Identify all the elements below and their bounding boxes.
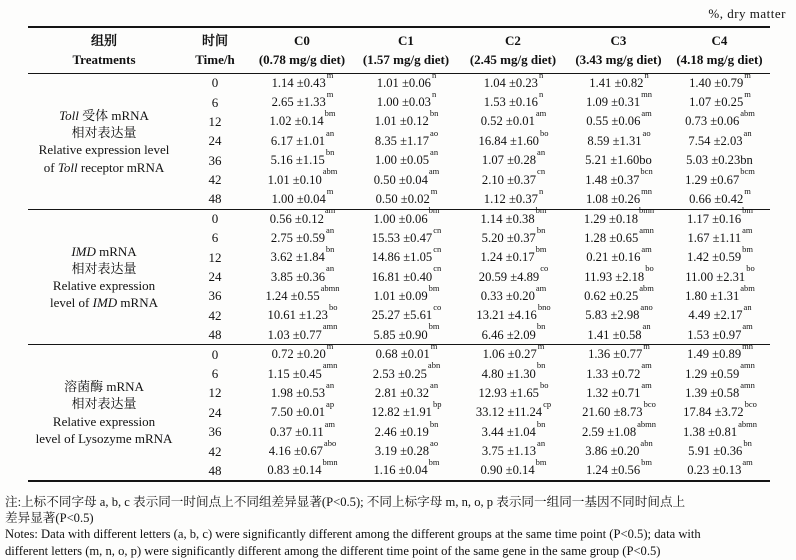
footnote-en-1: Notes: Data with different letters (a, b, c) were significantly different among the different groups at the same time point (P<0.5); data with <box>5 527 701 542</box>
value-cell: $17.84 \pm 3.72^{bco}$ <box>683 399 757 420</box>
value-cell: $1.33 \pm 0.72^{am}$ <box>586 360 652 381</box>
col-header-c3 <box>568 27 669 74</box>
value-cell: $1.17 \pm 0.16^{bm}$ <box>669 209 770 228</box>
group-code: C3 <box>610 33 627 48</box>
value-cell: $1.29 \pm 0.59^{amn}$ <box>685 360 755 381</box>
value-cell: $1.00 \pm 0.03^n$ <box>376 88 437 110</box>
value-cell: $1.14 \pm 0.38^{bm}$ <box>458 209 568 228</box>
time-value: 12 <box>208 113 222 129</box>
value-cell: $1.07 \pm 0.25^m$ <box>689 88 751 110</box>
group-code: C0 <box>294 33 310 48</box>
value-cell: $0.50 \pm 0.02^m$ <box>375 185 438 206</box>
time-value: 6 <box>211 94 219 110</box>
value-cell: 5.03 ±0.23bn <box>686 153 753 168</box>
time-value: 6 <box>211 230 219 246</box>
value-cell: $33.12 \pm 11.24^{cp}$ <box>475 399 552 420</box>
table-row <box>28 345 770 364</box>
col-header-c4 <box>669 27 770 74</box>
value-cell: $1.01 \pm 0.09^{bm}$ <box>373 282 440 303</box>
col-header-time-zh: 时间 <box>201 33 228 48</box>
time-value: 0 <box>211 75 219 91</box>
time-value: 0 <box>180 209 250 228</box>
value-cell: $1.28 \pm 0.65^{amn}$ <box>584 224 654 245</box>
value-cell: $25.27 \pm 5.61^{co}$ <box>371 302 442 323</box>
group-dose: (4.18 mg/g diet) <box>676 52 763 67</box>
value-cell: $1.01 \pm 0.06^n$ <box>376 69 437 90</box>
footnote-zh-1: 注:上标不同字母 a, b, c 表示同一时间点上不同组差异显著(P<0.5); 不同上标字母 m, n, o, p 表示同一组同一基因不同时间点上 <box>5 495 686 509</box>
table-row <box>28 209 770 228</box>
value-cell: $3.85 \pm 0.36^{an}$ <box>270 263 335 284</box>
time-value: 24 <box>208 404 222 420</box>
value-cell: $5.83 \pm 2.98^{ano}$ <box>585 302 653 323</box>
value-cell: $1.38 \pm 0.81^{abmn}$ <box>682 418 758 439</box>
value-cell: $1.32 \pm 0.71^{am}$ <box>586 379 652 400</box>
value-cell: $1.48 \pm 0.37^{bcn}$ <box>585 166 653 187</box>
value-cell: $0.21 \pm 0.16^{am}$ <box>586 244 652 265</box>
value-cell: $3.19 \pm 0.28^{ao}$ <box>374 437 439 459</box>
value-cell: $12.93 \pm 1.65^{bo}$ <box>478 379 549 400</box>
time-value: 48 <box>208 191 222 207</box>
value-cell: $0.66 \pm 0.42^m$ <box>689 185 751 206</box>
value-cell: $16.81 \pm 0.40^{cn}$ <box>371 263 442 284</box>
value-cell: $1.36 \pm 0.77^m$ <box>568 345 669 364</box>
value-cell: $1.29 \pm 0.67^{bcm}$ <box>685 166 755 187</box>
value-cell: $1.15 \pm 0.45^{amn}$ <box>267 360 338 381</box>
value-cell: $1.02 \pm 0.14^{bm}$ <box>269 108 336 129</box>
value-cell: $0.73 \pm 0.06^{abm}$ <box>685 108 755 129</box>
value-cell: $0.37 \pm 0.11^{am}$ <box>269 418 336 439</box>
group-code: C2 <box>505 33 521 48</box>
group-label-lysozyme: 溶菌酶 mRNA 相对表达量 Relative expression level of Lysozyme mRNA <box>28 345 180 481</box>
value-cell: $0.23 \pm 0.13^{am}$ <box>687 456 753 477</box>
value-cell: $1.24 \pm 0.56^{bm}$ <box>585 456 652 477</box>
value-cell: $2.65 \pm 1.33^m$ <box>271 88 334 110</box>
value-cell: $2.10 \pm 0.37^{cn}$ <box>481 166 546 187</box>
time-value: 24 <box>208 269 222 285</box>
value-cell: $0.56 \pm 0.12^{am}$ <box>250 209 354 228</box>
value-cell: $2.53 \pm 0.25^{abn}$ <box>372 360 441 381</box>
value-cell: $1.04 \pm 0.23^n$ <box>483 69 544 90</box>
value-cell: $0.72 \pm 0.20^m$ <box>250 345 354 364</box>
value-cell: $1.01 \pm 0.12^{bn}$ <box>374 108 439 129</box>
value-cell: $5.16 \pm 1.15^{bn}$ <box>270 147 335 168</box>
value-cell: $8.59 \pm 1.31^{ao}$ <box>587 127 651 148</box>
value-cell: 5.21 ±1.60bo <box>585 153 652 168</box>
time-value: 42 <box>208 172 222 188</box>
value-cell: $1.24 \pm 0.17^{bm}$ <box>480 244 547 265</box>
value-cell: $1.39 \pm 0.58^{amn}$ <box>685 379 755 400</box>
value-cell: $0.68 \pm 0.01^m$ <box>354 345 458 364</box>
col-header-treatments <box>28 27 180 74</box>
value-cell: $1.00 \pm 0.06^{bm}$ <box>354 209 458 228</box>
time-value: 12 <box>208 385 222 401</box>
header-row <box>28 27 770 74</box>
value-cell: $1.01 \pm 0.10^{abm}$ <box>267 166 338 187</box>
value-cell: $5.20 \pm 0.37^{bn}$ <box>481 224 546 245</box>
value-cell: $1.24 \pm 0.55^{abmn}$ <box>265 282 340 303</box>
table-row <box>28 74 770 93</box>
group-dose: (0.78 mg/g diet) <box>258 52 346 67</box>
group-label-toll-receptor: Toll 受体 mRNA 相对表达量 Relative expression level of Toll receptor mRNA <box>38 107 170 175</box>
value-cell: $2.46 \pm 0.19^{bn}$ <box>374 418 439 439</box>
col-header-treatments-zh: 组别 <box>90 33 117 48</box>
unit-note: %, dry matter <box>708 6 786 21</box>
value-cell: $0.50 \pm 0.04^{am}$ <box>373 166 440 187</box>
value-cell: $0.52 \pm 0.01^{am}$ <box>480 108 547 129</box>
time-value: 42 <box>208 307 222 323</box>
value-cell: $16.84 \pm 1.60^{bo}$ <box>478 127 549 148</box>
value-cell: $14.86 \pm 1.05^{cn}$ <box>371 244 442 265</box>
value-cell: $6.46 \pm 2.09^{bn}$ <box>481 321 546 342</box>
value-cell: $0.90 \pm 0.14^{bm}$ <box>480 456 547 477</box>
value-cell: $1.53 \pm 0.16^n$ <box>483 88 544 110</box>
value-cell: $11.93 \pm 2.18^{bo}$ <box>584 263 654 284</box>
col-header-time <box>180 27 250 74</box>
value-cell: $3.44 \pm 1.04^{bn}$ <box>481 418 546 439</box>
time-value: 48 <box>208 462 222 478</box>
value-cell: $4.16 \pm 0.67^{abo}$ <box>268 437 337 459</box>
value-cell: $21.60 \pm 8.73^{bco}$ <box>582 399 656 420</box>
value-cell: $12.82 \pm 1.91^{bp}$ <box>371 399 442 420</box>
time-value: 6 <box>211 366 219 382</box>
col-header-c0 <box>250 27 354 74</box>
col-header-c1 <box>354 27 458 74</box>
time-value: 12 <box>208 249 222 265</box>
value-cell: $1.80 \pm 1.31^{abm}$ <box>685 282 755 303</box>
value-cell: $4.49 \pm 2.17^{an}$ <box>688 302 752 323</box>
value-cell: $1.41 \pm 0.82^n$ <box>589 69 649 90</box>
value-cell: $1.16 \pm 0.04^{bm}$ <box>373 456 440 477</box>
time-value: 0 <box>180 345 250 364</box>
value-cell: $3.62 \pm 1.84^{bn}$ <box>270 244 335 265</box>
value-cell: $7.54 \pm 2.03^{an}$ <box>688 127 752 148</box>
value-cell: $0.33 \pm 0.20^{am}$ <box>480 282 547 303</box>
time-value: 48 <box>208 327 222 343</box>
time-value: 42 <box>208 443 222 459</box>
value-cell: $1.67 \pm 1.11^{am}$ <box>687 224 753 245</box>
results-table <box>28 26 770 482</box>
value-cell: $4.80 \pm 1.30^{bn}$ <box>481 360 546 381</box>
value-cell: $3.86 \pm 0.20^{abn}$ <box>585 437 653 459</box>
value-cell: $8.35 \pm 1.17^{ao}$ <box>374 127 439 148</box>
value-cell: $1.41 \pm 0.58^{an}$ <box>587 321 651 342</box>
time-value: 36 <box>208 424 222 440</box>
value-cell: $1.09 \pm 0.31^{mn}$ <box>585 88 652 110</box>
value-cell: $2.59 \pm 1.08^{abmn}$ <box>581 418 657 439</box>
group-dose: (2.45 mg/g diet) <box>469 52 557 67</box>
value-cell: $1.00 \pm 0.04^m$ <box>271 185 334 206</box>
value-cell: $11.00 \pm 2.31^{bo}$ <box>685 263 755 284</box>
value-cell: $6.17 \pm 1.01^{an}$ <box>270 127 335 148</box>
value-cell: $13.21 \pm 4.16^{bno}$ <box>476 302 551 323</box>
group-dose: (3.43 mg/g diet) <box>575 52 662 67</box>
value-cell: $0.55 \pm 0.06^{am}$ <box>586 108 652 129</box>
value-cell: $10.61 \pm 1.23^{bo}$ <box>267 302 338 323</box>
results-table-body <box>28 69 770 481</box>
value-cell: $1.07 \pm 0.28^{an}$ <box>481 147 546 168</box>
col-header-time-en: Time/h <box>195 52 235 67</box>
value-cell: $1.98 \pm 0.53^{an}$ <box>270 379 335 400</box>
value-cell: $1.29 \pm 0.18^{bmn}$ <box>568 209 669 228</box>
group-code: C1 <box>398 33 414 48</box>
table-footnotes <box>5 494 793 559</box>
col-header-c2 <box>458 27 568 74</box>
value-cell: $1.40 \pm 0.79^m$ <box>689 69 751 90</box>
value-cell: $0.62 \pm 0.25^{abm}$ <box>584 282 654 303</box>
col-header-treatments-en: Treatments <box>72 52 136 67</box>
time-value: 24 <box>208 133 222 149</box>
value-cell: $5.91 \pm 0.36^{bn}$ <box>688 437 752 459</box>
time-value: 36 <box>208 152 222 168</box>
value-cell: $3.75 \pm 1.13^{an}$ <box>481 437 546 459</box>
group-code: C4 <box>711 33 728 48</box>
time-value: 36 <box>208 288 222 304</box>
value-cell: $1.14 \pm 0.43^m$ <box>271 69 334 90</box>
group-label-imd: IMD mRNA 相对表达量 Relative expression level of IMD mRNA <box>28 209 180 345</box>
value-cell: $5.85 \pm 0.90^{bm}$ <box>373 321 440 342</box>
value-cell: $2.75 \pm 0.59^{an}$ <box>270 224 335 245</box>
footnote-zh-2: 差异显著(P<0.5) <box>5 511 94 526</box>
value-cell: $1.08 \pm 0.26^{mn}$ <box>585 185 652 206</box>
footnote-en-2: different letters (m, n, o, p) were significantly different among the different time point of the same gene in the same group (P<0.5) <box>5 543 661 558</box>
value-cell: $15.53 \pm 0.47^{cn}$ <box>371 224 442 245</box>
value-cell: $0.83 \pm 0.14^{bmn}$ <box>267 456 338 477</box>
group-dose: (1.57 mg/g diet) <box>362 52 450 67</box>
value-cell: $1.53 \pm 0.97^{am}$ <box>687 321 753 342</box>
value-cell: $1.49 \pm 0.89^{mn}$ <box>669 345 770 364</box>
value-cell: $2.81 \pm 0.32^{an}$ <box>374 379 439 400</box>
value-cell: $1.06 \pm 0.27^m$ <box>458 345 568 364</box>
value-cell: $1.12 \pm 0.37^n$ <box>483 185 544 206</box>
value-cell: $20.59 \pm 4.89^{co}$ <box>478 263 549 284</box>
value-cell: $1.42 \pm 0.59^{bm}$ <box>686 244 753 265</box>
value-cell: $7.50 \pm 0.01^{ap}$ <box>270 399 335 420</box>
value-cell: $1.03 \pm 0.77^{amn}$ <box>267 321 338 342</box>
value-cell: $1.00 \pm 0.05^{an}$ <box>374 147 439 168</box>
